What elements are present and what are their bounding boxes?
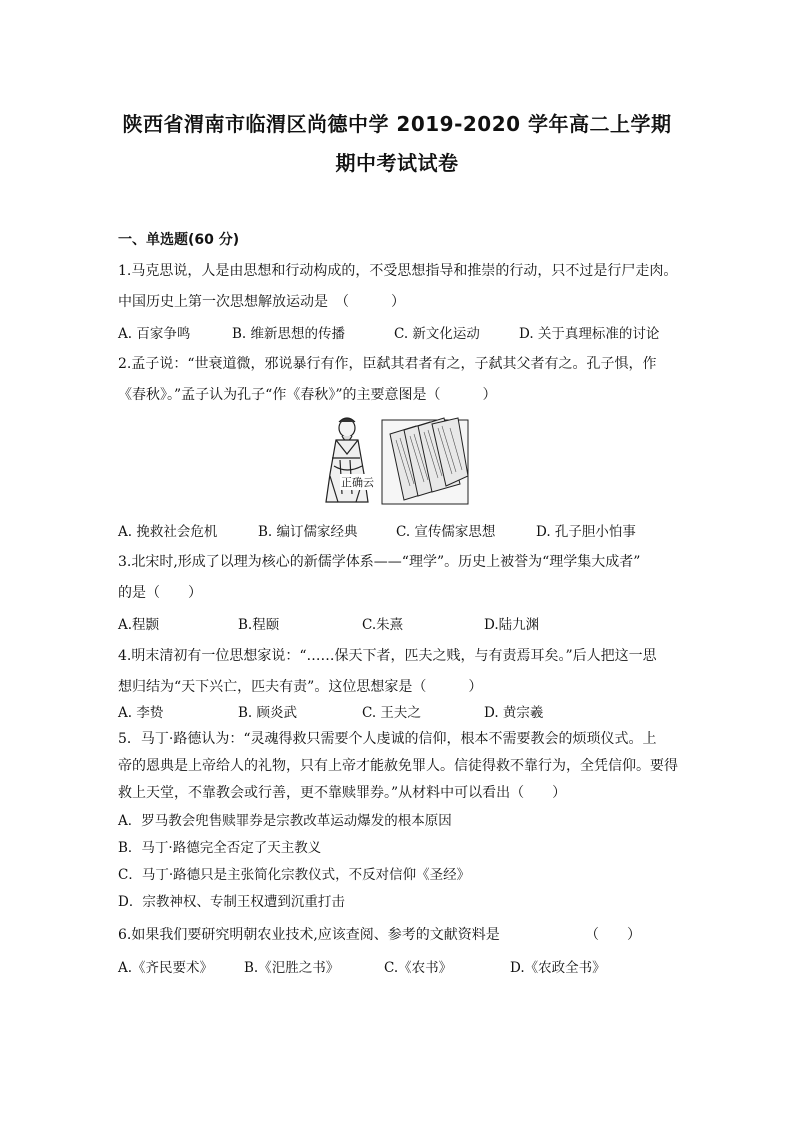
q6-answer-paren: （ ） <box>585 927 641 943</box>
q5-stem-line1: 5．马丁·路德认为：“灵魂得救只需要个人虔诚的信仰，根本不需要教会的烦琐仪式。上 <box>118 731 657 747</box>
q3-stem-line1: 3.北宋时,形成了以理为核心的新儒学体系——“理学”。历史上被誉为“理学集大成者” <box>118 554 641 570</box>
q1-option-d: D. 关于真理标准的讨论 <box>519 326 660 342</box>
q1-option-c: C. 新文化运动 <box>394 326 480 342</box>
q3-option-a: A.程颢 <box>118 617 160 633</box>
q4-stem-line1: 4.明末清初有一位思想家说：“……保天下者，匹夫之贱，与有责焉耳矣。”后人把这一思 <box>118 648 657 664</box>
q1-stem-line2: 中国历史上第一次思想解放运动是 （ ） <box>118 294 405 310</box>
q4-stem-line2: 想归结为“天下兴亡，匹夫有责”。这位思想家是（ ） <box>118 679 483 695</box>
q5-option-a: A．罗马教会兜售赎罪券是宗教改革运动爆发的根本原因 <box>118 813 452 829</box>
exam-title-line1: 陕西省渭南市临渭区尚德中学 2019-2020 学年高二上学期 <box>122 112 672 136</box>
q4-option-b: B. 顾炎武 <box>238 705 298 721</box>
q1-stem-line1: 1.马克思说，人是由思想和行动构成的，不受思想指导和推崇的行动，只不过是行尸走肉。 <box>118 263 678 279</box>
section-heading: 一、单选题(60 分) <box>118 232 240 248</box>
q2-option-b: B. 编订儒家经典 <box>258 524 358 540</box>
q2-option-c: C. 宣传儒家思想 <box>396 524 496 540</box>
q2-stem-line1: 2.孟子说：“世衰道微，邪说暴行有作，臣弑其君者有之，子弑其父者有之。孔子惧，作 <box>118 356 657 372</box>
q5-option-d: D．宗教神权、专制王权遭到沉重打击 <box>118 894 345 910</box>
q6-option-b: B.《汜胜之书》 <box>244 960 340 976</box>
q6-stem-line1: 6.如果我们要研究明朝农业技术,应该查阅、参考的文献资料是 <box>118 927 500 943</box>
q5-stem-line2: 帝的恩典是上帝给人的礼物，只有上帝才能赦免罪人。信徒得救不靠行为，全凭信仰。要得 <box>118 758 678 774</box>
q2-option-d: D. 孔子胆小怕事 <box>536 524 636 540</box>
q3-stem-line2: 的是（ ） <box>118 585 202 601</box>
exam-title-line2: 期中考试试卷 <box>335 151 459 175</box>
q4-option-d: D. 黄宗羲 <box>484 705 544 721</box>
q4-option-a: A. 李贽 <box>118 705 164 721</box>
q6-option-c: C.《农书》 <box>384 960 453 976</box>
figure-caption: 正确云 <box>341 476 374 489</box>
q6-option-a: A.《齐民要术》 <box>118 960 214 976</box>
q2-stem-line2: 《春秋》。”孟子认为孔子“作《春秋》”的主要意图是（ ） <box>118 387 497 403</box>
q5-option-c: C．马丁·路德只是主张简化宗教仪式，不反对信仰《圣经》 <box>118 867 471 883</box>
q6-option-d: D.《农政全书》 <box>510 960 606 976</box>
q5-stem-line3: 救上天堂，不靠教会或行善，更不靠赎罪券。”从材料中可以看出（ ） <box>118 785 567 801</box>
q4-option-c: C. 王夫之 <box>362 705 421 721</box>
q1-option-a: A. 百家争鸣 <box>118 326 191 342</box>
q1-option-b: B. 维新思想的传播 <box>232 326 346 342</box>
q3-option-d: D.陆九渊 <box>484 617 540 633</box>
q5-option-b: B．马丁·路德完全否定了天主教义 <box>118 840 322 856</box>
q3-option-b: B.程颐 <box>238 617 280 633</box>
confucius-spring-autumn-illustration <box>320 414 472 506</box>
q2-option-a: A. 挽救社会危机 <box>118 524 218 540</box>
q3-option-c: C.朱熹 <box>362 617 404 633</box>
